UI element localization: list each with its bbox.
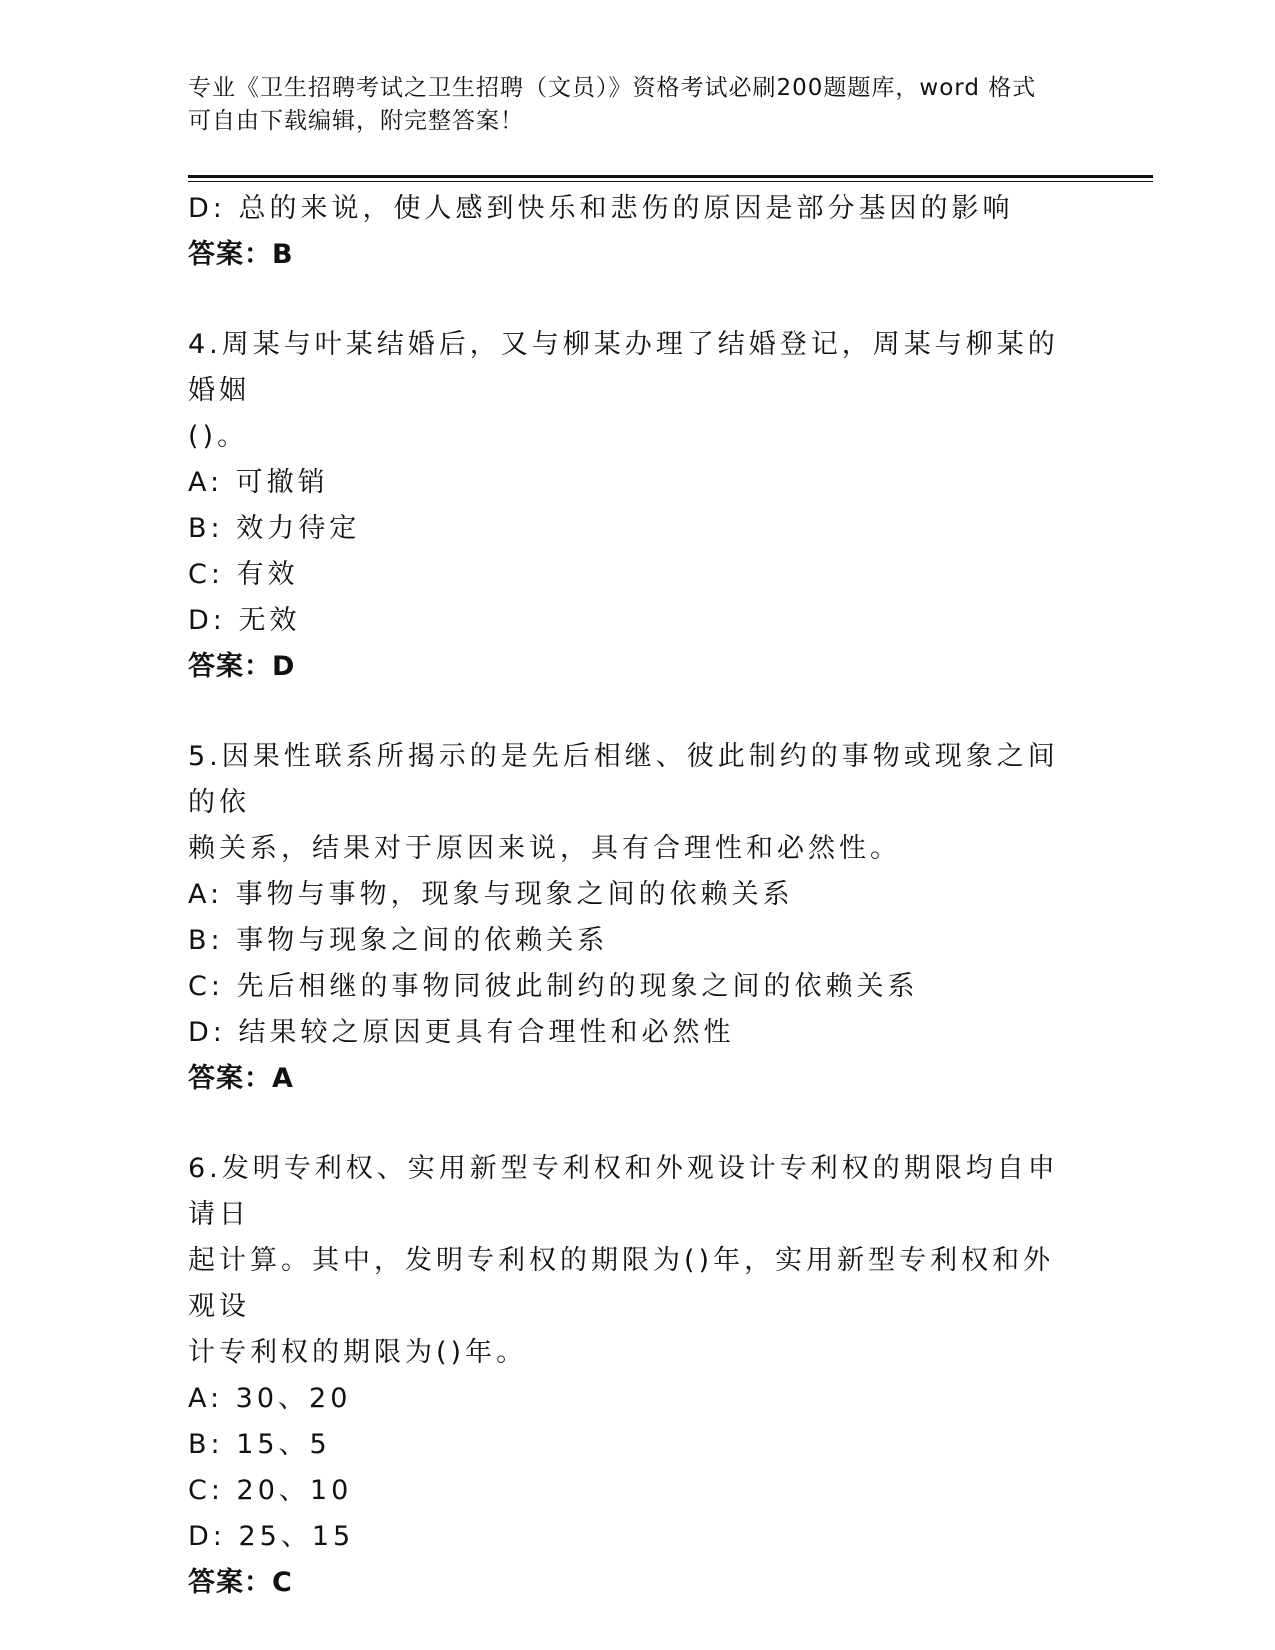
option-d: D: 总的来说，使人感到快乐和悲伤的原因是部分基因的影响 [188, 193, 1014, 224]
question-stem-line: 6.发明专利权、实用新型专利权和外观设计专利权的期限均自申请日 [188, 1153, 1059, 1230]
header-divider-thin [188, 181, 1153, 182]
option-a: A: 可撤销 [188, 467, 329, 498]
question-stem-line: 4.周某与叶某结婚后，又与柳某办理了结婚登记，周某与柳某的婚姻 [188, 329, 1059, 406]
document-header [188, 72, 1068, 138]
answer-text: 答案：D [188, 651, 296, 682]
header-title-line-1: 专业《卫生招聘考试之卫生招聘（文员）》资格考试必刷200题题库，word 格式 [188, 75, 1037, 101]
header-title-line-2: 可自由下载编辑，附完整答案！ [188, 108, 524, 134]
option-c: C: 20、10 [188, 1475, 353, 1506]
carryover-block [188, 186, 1068, 278]
question-stem-line: 5.因果性联系所揭示的是先后相继、彼此制约的事物或现象之间的依 [188, 741, 1059, 818]
question-stem-line: 计专利权的期限为()年。 [188, 1337, 528, 1368]
option-a: A: 事物与事物，现象与现象之间的依赖关系 [188, 879, 794, 910]
header-divider-thick [188, 175, 1153, 178]
question-stem-line: 起计算。其中，发明专利权的期限为()年，实用新型专利权和外观设 [188, 1245, 1055, 1322]
question-stem-line: ()。 [188, 421, 249, 452]
option-c: C: 有效 [188, 559, 299, 590]
answer-text: 答案：C [188, 1567, 293, 1598]
question-stem-line: 赖关系，结果对于原因来说，具有合理性和必然性。 [188, 833, 901, 864]
question-5 [188, 734, 1068, 1102]
question-6 [188, 1146, 1068, 1606]
option-a: A: 30、20 [188, 1383, 352, 1414]
question-content [188, 186, 1068, 1606]
option-d: D: 25、15 [188, 1521, 355, 1552]
option-b: B: 15、5 [188, 1429, 331, 1460]
option-b: B: 效力待定 [188, 513, 361, 544]
option-c: C: 先后相继的事物同彼此制约的现象之间的依赖关系 [188, 971, 919, 1002]
option-b: B: 事物与现象之间的依赖关系 [188, 925, 609, 956]
answer-text: 答案：B [188, 239, 294, 270]
option-d: D: 无效 [188, 605, 301, 636]
question-4 [188, 322, 1068, 690]
answer-text: 答案：A [188, 1063, 294, 1094]
option-d: D: 结果较之原因更具有合理性和必然性 [188, 1017, 735, 1048]
